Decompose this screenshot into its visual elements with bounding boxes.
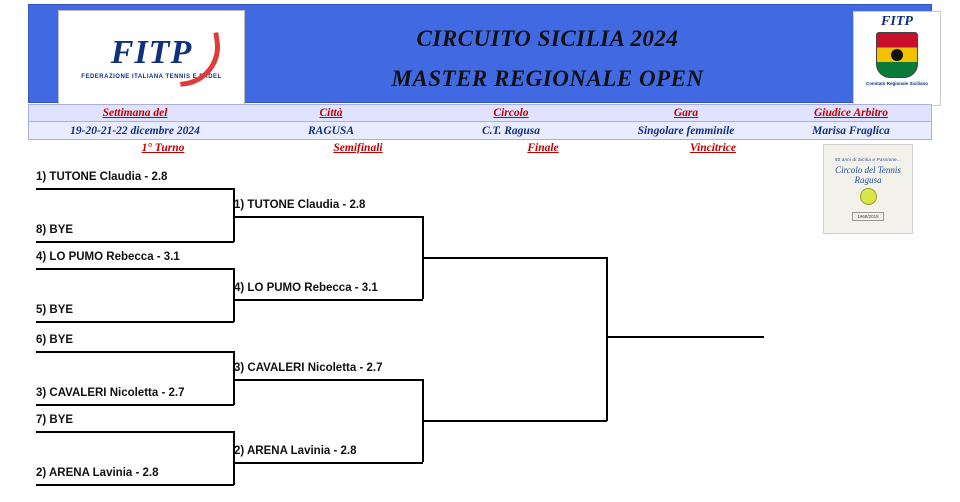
round-label-winner: Vincitrice: [690, 142, 736, 154]
shield-icon: [876, 32, 918, 78]
bracket-player-r1-6: 3) CAVALERI Nicoletta - 2.7: [36, 387, 185, 399]
bracket-line: [36, 404, 234, 406]
bracket-connector: [606, 257, 608, 421]
round-label-final: Finale: [527, 142, 559, 154]
round-label-semifinals: Semifinali: [333, 142, 383, 154]
bracket-line: [233, 299, 423, 301]
bracket-line: [233, 379, 423, 381]
bracket-line: [422, 420, 607, 422]
committee-wordmark: FITP: [881, 14, 913, 29]
bracket-player-r2-1: 1) TUTONE Claudia - 2.8: [234, 199, 366, 211]
bracket-player-r1-5: 6) BYE: [36, 334, 74, 346]
bracket-line: [422, 257, 607, 259]
info-value-city: RAGUSA: [307, 124, 355, 137]
info-table: [28, 104, 932, 141]
bracket-line: [233, 462, 423, 464]
bracket-line: [36, 321, 234, 323]
bracket-player-r1-4: 5) BYE: [36, 304, 74, 316]
info-value-event: Singolare femminile: [637, 124, 735, 137]
info-value-referee: Marisa Fraglica: [812, 124, 890, 137]
bracket-connector: [233, 431, 235, 485]
info-header-row: [28, 104, 932, 122]
bracket-player-r1-3: 4) LO PUMO Rebecca - 3.1: [36, 251, 180, 263]
bracket-player-r1-2: 8) BYE: [36, 224, 74, 236]
info-value-row: [28, 122, 932, 140]
club-logo-bottom-text: 1968/2018: [852, 212, 883, 221]
fitp-logo: [58, 10, 245, 107]
bracket-player-r1-1: 1) TUTONE Claudia - 2.8: [36, 171, 168, 183]
fitp-wordmark: FITP: [110, 33, 193, 71]
bracket-line: [606, 336, 764, 338]
bracket-line: [36, 431, 234, 433]
info-value-club: C.T. Ragusa: [481, 124, 541, 137]
bracket-line: [36, 188, 234, 190]
event-title: CIRCUITO SICILIA 2024: [416, 25, 679, 51]
bracket-connector: [233, 351, 235, 405]
info-header-referee: Giudice Arbitro: [813, 107, 888, 119]
header-banner: [28, 4, 932, 103]
round-label-first: 1° Turno: [141, 142, 185, 154]
bracket-player-r2-4: 2) ARENA Lavinia - 2.8: [234, 445, 357, 457]
info-header-city: Città: [319, 107, 343, 119]
title-block: [245, 10, 850, 107]
bracket-player-r2-3: 3) CAVALERI Nicoletta - 2.7: [234, 362, 383, 374]
bracket-diagram: [0, 158, 960, 502]
bracket-line: [36, 351, 234, 353]
club-logo-name: Circolo del Tennis Ragusa: [835, 165, 901, 185]
info-value-week: 19-20-21-22 dicembre 2024: [70, 124, 200, 137]
bracket-connector: [233, 188, 235, 242]
bracket-line: [36, 484, 234, 486]
info-header-event: Gara: [673, 107, 699, 119]
bracket-line: [233, 216, 423, 218]
bracket-connector: [233, 268, 235, 322]
committee-caption: Comitato Regionale Siciliano: [865, 81, 928, 86]
info-header-week: Settimana del: [102, 107, 168, 119]
bracket-player-r1-7: 7) BYE: [36, 414, 74, 426]
info-header-club: Circolo: [493, 107, 529, 119]
event-subtitle: MASTER REGIONALE OPEN: [391, 65, 704, 91]
club-logo-top-text: 50 anni di Sicilia e Passione...: [834, 157, 902, 163]
regional-committee-logo: [853, 11, 941, 106]
bracket-line: [36, 241, 234, 243]
fitp-subtitle: FEDERAZIONE ITALIANA TENNIS E PADEL: [81, 73, 222, 80]
bracket-line: [36, 268, 234, 270]
round-labels: [28, 142, 932, 158]
bracket-player-r2-2: 4) LO PUMO Rebecca - 3.1: [234, 282, 378, 294]
bracket-player-r1-8: 2) ARENA Lavinia - 2.8: [36, 467, 159, 479]
